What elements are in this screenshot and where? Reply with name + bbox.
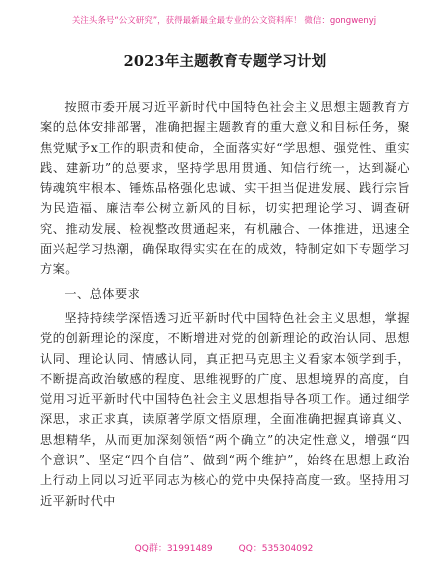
footer-qq-group: QQ群：31991489 — [134, 544, 213, 554]
footer-contact — [0, 541, 448, 554]
document-body — [40, 50, 410, 511]
section-paragraph: 坚持持续学深悟透习近平新时代中国特色社会主义思想，掌握党的创新理论的深度，不断增进对党的创新理论的政治认同、思想认同、理论认同、情感认同，真正把马克思主义看家本领学到手，不断提高政治敏感的程度、思维视野的广度、思想境界的高度，自觉用习近平新时代中国特色社会主义思想指导各项工作。通过细学深思，求正求真，读原著学原文悟原理，全面准确把握真谛真义、思想精华，从而更加深刻领悟“两个确立”的决定性意义，增强“四个意识”、坚定“四个自信”、做到“两个维护”，始终在思想上政治上行动上同以习近平同志为核心的党中央保持高度一致。坚持用习近平新时代中 — [40, 310, 410, 508]
document-title: 2023年主题教育专题学习计划 — [123, 53, 327, 70]
header-banner: 关注头条号“公文研究”，获得最新最全最专业的公文资料库！ 微信：gongwenyj — [71, 16, 377, 26]
section-heading: 一、总体要求 — [64, 286, 141, 301]
intro-paragraph: 按照市委开展习近平新时代中国特色社会主义思想主题教育方案的总体安排部署，准确把握主题教育的重大意义和目标任务，聚焦党赋予x工作的职责和使命，全面落实好“学思想、强党性、重实践、建新功”的总要求，坚持学思用贯通、知信行统一，达到凝心铸魂筑牢根本、锤炼品格强化忠诚、实干担当促进发展、践行宗旨为民造福、廉洁奉公树立新风的目标，切实把理论学习、调查研究、推动发展、检视整改贯通起来，有机融合、一体推进，迅速全面兴起学习热潮，确保取得实实在在的成效，特制定如下专题学习方案。 — [40, 100, 410, 277]
footer-qq: QQ：535304092 — [238, 544, 314, 554]
